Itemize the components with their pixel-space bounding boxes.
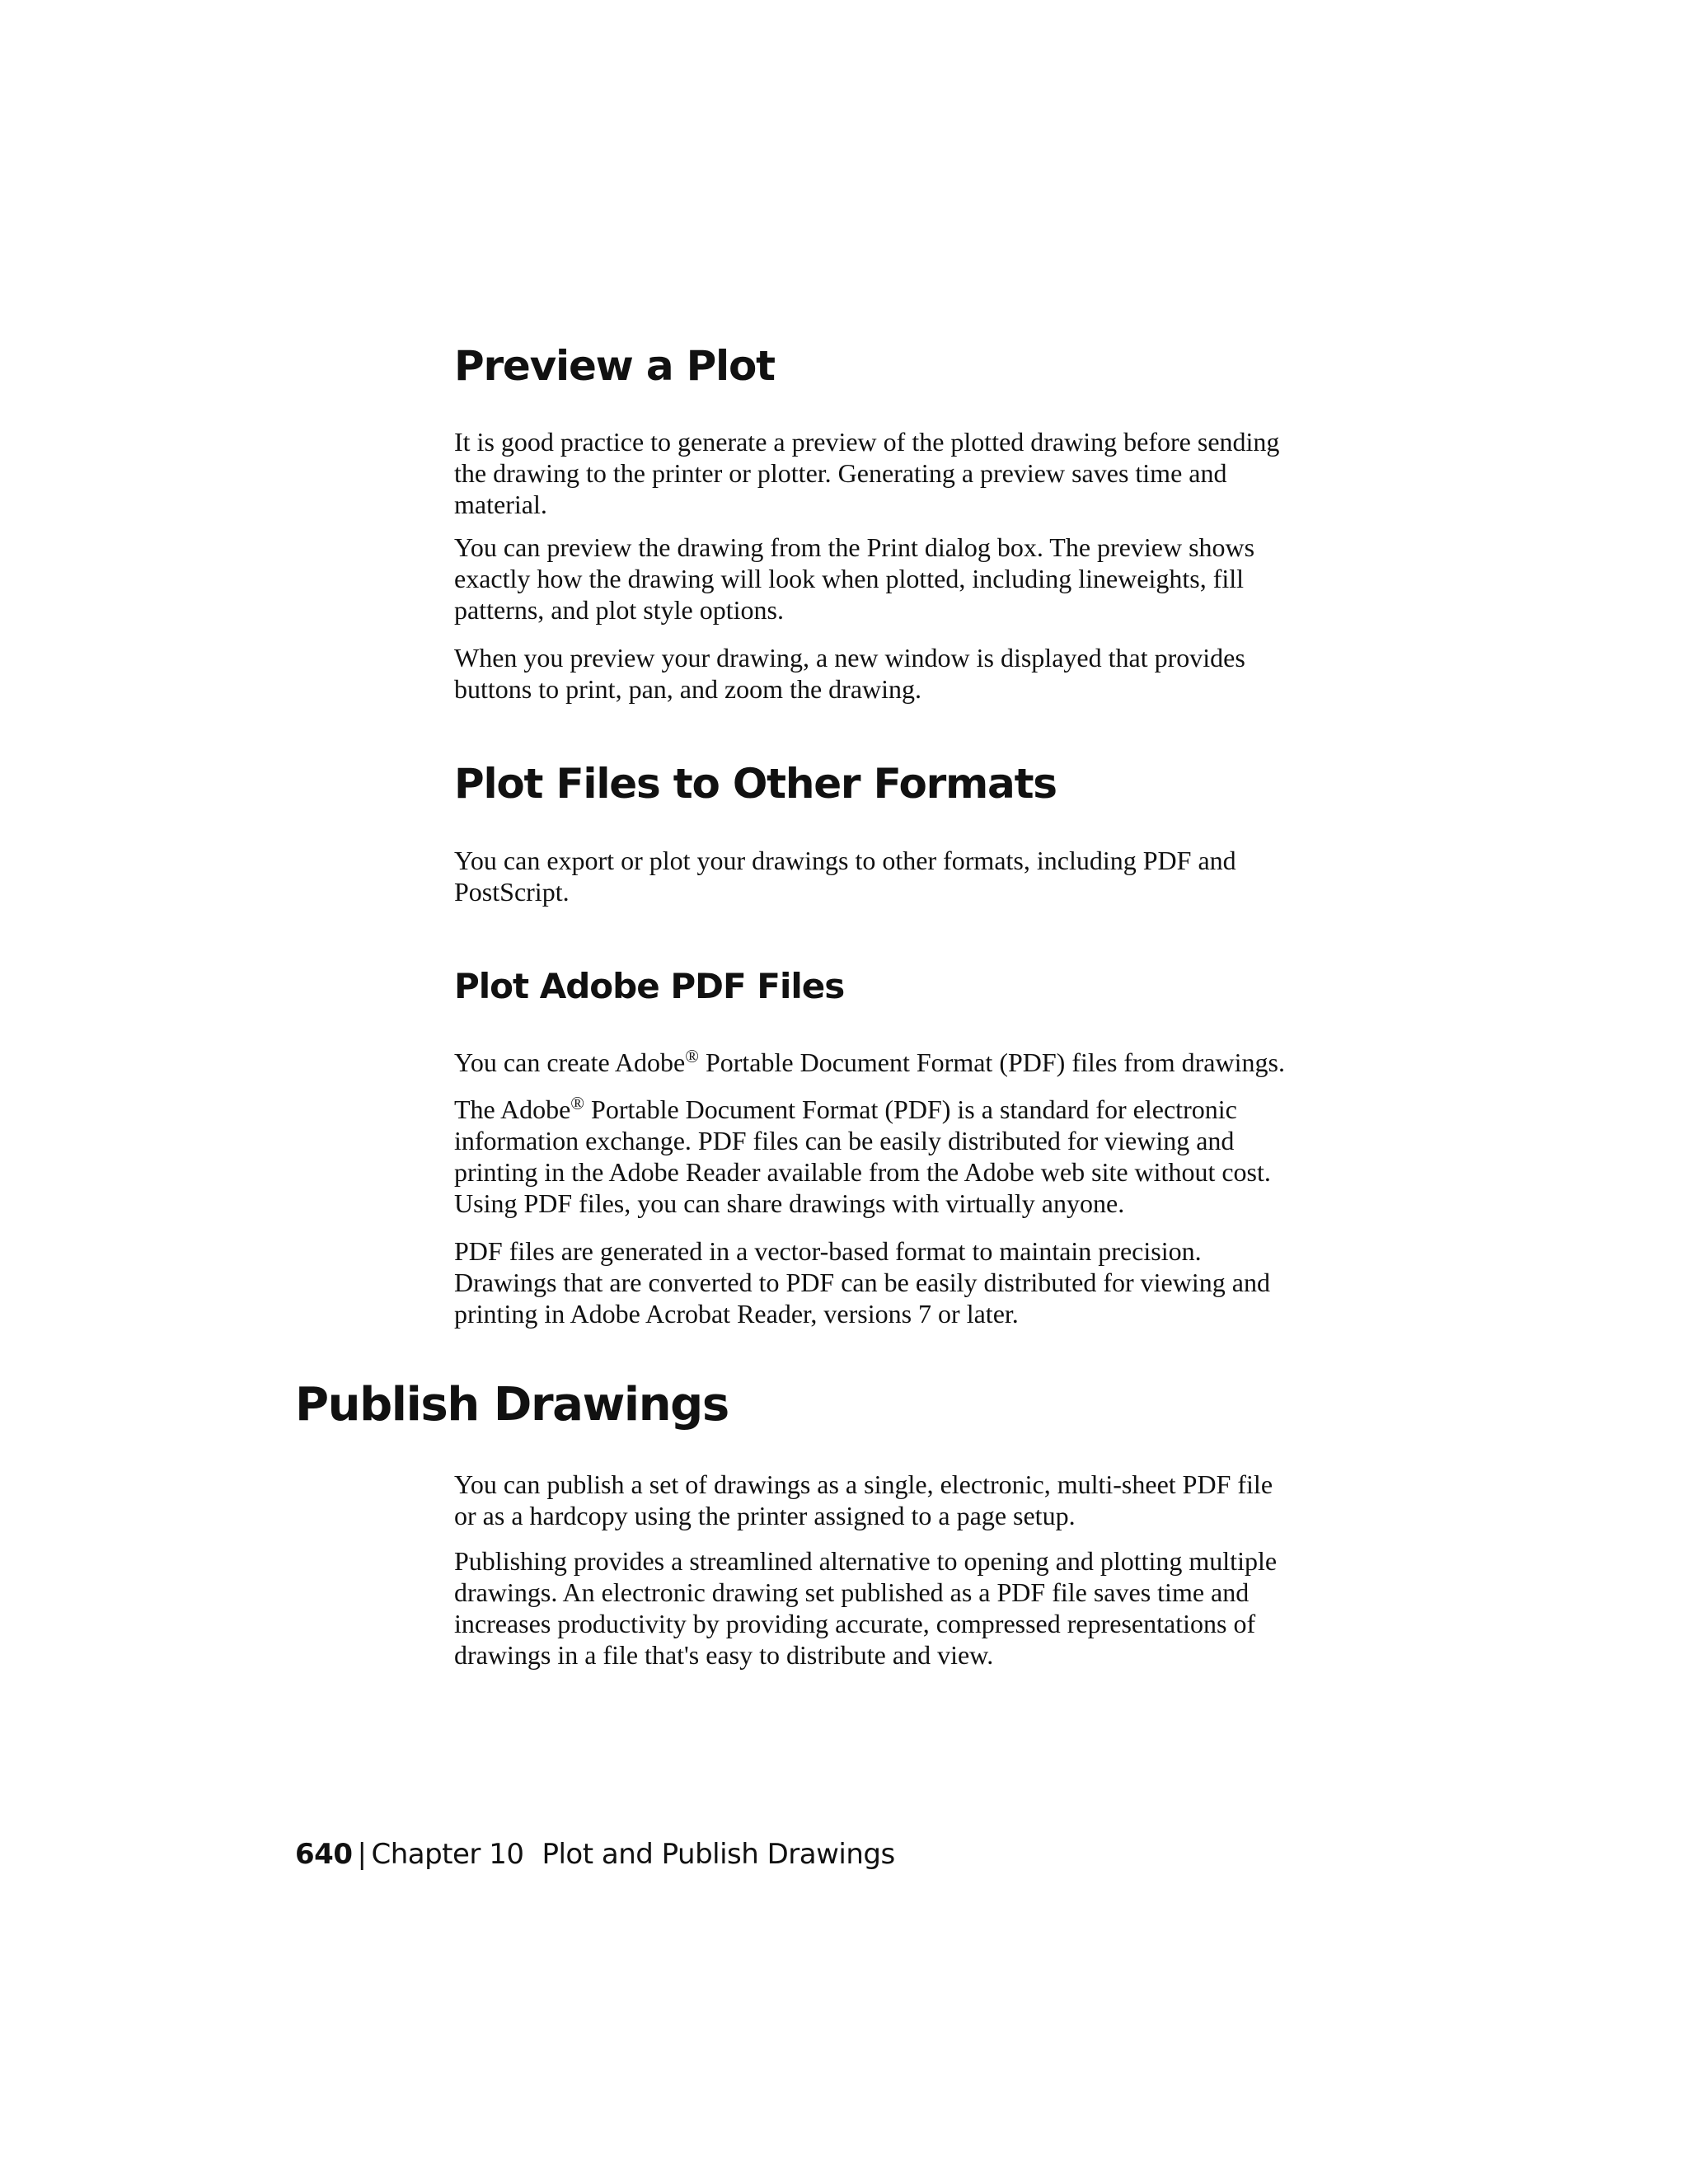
text-line [454,1094,1361,1125]
text-line: printing in the Adobe Reader available from the Adobe web site without cost. [454,1157,1271,1187]
chapter-label: Chapter 10 [371,1838,524,1871]
paragraph-publish-2 [454,1545,1361,1671]
paragraph-preview-2 [454,532,1361,626]
section-heading-preview-plot: Preview a Plot [454,342,775,390]
text-line: exactly how the drawing will look when plotted, including lineweights, fill [454,564,1245,593]
text-line: You can preview the drawing from the Print dialog box. The preview shows [454,532,1255,562]
text-line: drawings in a file that's easy to distribute and view. [454,1640,994,1670]
registered-mark: ® [685,1046,699,1066]
paragraph-publish-1 [454,1469,1361,1531]
text-line: You can export or plot your drawings to other formats, including PDF and [454,846,1236,875]
section-heading-plot-files: Plot Files to Other Formats [454,760,1057,808]
text-line: PostScript. [454,877,570,907]
registered-mark: ® [570,1093,585,1113]
paragraph-pdf-1 [454,1047,1361,1078]
footer-separator: | [357,1838,367,1871]
subsection-heading-plot-pdf: Plot Adobe PDF Files [454,966,845,1006]
text-line: Using PDF files, you can share drawings with virtually anyone. [454,1188,1125,1218]
text-fragment: The Adobe [454,1094,571,1124]
paragraph-pdf-2 [454,1094,1361,1219]
paragraph-plot-files-1 [454,845,1361,907]
text-fragment: Portable Document Format (PDF) is a standard for electronic [584,1094,1237,1124]
text-line: patterns, and plot style options. [454,595,784,625]
paragraph-preview-1 [454,426,1361,520]
paragraph-pdf-3 [454,1235,1361,1329]
page-number: 640 [295,1838,353,1871]
text-fragment: Portable Document Format (PDF) files from drawings. [698,1047,1285,1077]
text-line: material. [454,490,547,519]
text-line: or as a hardcopy using the printer assigned to a page setup. [454,1501,1076,1530]
text-line: Drawings that are converted to PDF can be easily distributed for viewing and [454,1268,1270,1297]
chapter-section-heading-publish: Publish Drawings [295,1378,729,1432]
text-line: drawings. An electronic drawing set published as a PDF file saves time and [454,1577,1250,1607]
text-line: the drawing to the printer or plotter. Generating a preview saves time and [454,458,1227,488]
text-fragment: You can create Adobe [454,1047,686,1077]
chapter-title: Plot and Publish Drawings [542,1838,895,1871]
text-line [454,1047,1361,1078]
paragraph-preview-3 [454,642,1361,705]
text-line: You can publish a set of drawings as a single, electronic, multi-sheet PDF file [454,1469,1273,1499]
text-line: increases productivity by providing accurate, compressed representations of [454,1609,1256,1638]
text-line: When you preview your drawing, a new window is displayed that provides [454,643,1245,673]
text-line: information exchange. PDF files can be easily distributed for viewing and [454,1126,1235,1155]
page-footer [295,1836,895,1872]
text-line: PDF files are generated in a vector-based format to maintain precision. [454,1236,1202,1266]
text-line: Publishing provides a streamlined alternative to opening and plotting multiple [454,1546,1278,1576]
text-line: printing in Adobe Acrobat Reader, versions 7 or later. [454,1299,1019,1329]
text-line: It is good practice to generate a preview of the plotted drawing before sending [454,427,1280,457]
text-line: buttons to print, pan, and zoom the drawing. [454,674,922,704]
